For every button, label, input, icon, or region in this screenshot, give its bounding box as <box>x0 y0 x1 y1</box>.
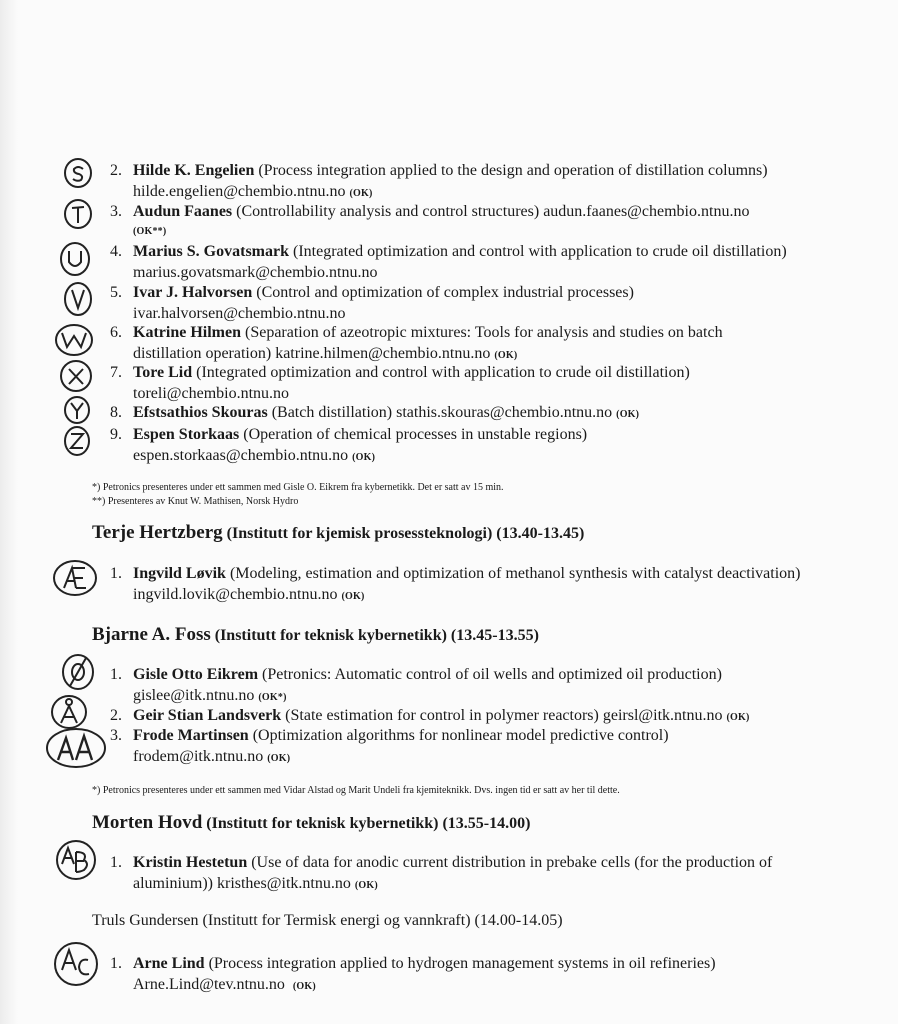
presenter-email: geirsl@itk.ntnu.no <box>602 707 723 724</box>
status-badge: (OK**) <box>133 226 167 237</box>
item-number: 1. <box>110 854 122 871</box>
item-number: 2. <box>110 162 122 179</box>
presenter-email: espen.storkaas@chembio.ntnu.no <box>133 447 349 464</box>
presenter-email: frodem@itk.ntnu.no <box>133 748 264 765</box>
handwritten-circled-letter-W <box>54 322 96 358</box>
status-badge: (OK) <box>267 753 291 764</box>
presenter-name: Efstsathios Skouras <box>133 404 268 421</box>
footnote: *) Petronics presenteres under ett sammen med Gisle O. Eikrem fra kybernetikk. Det er satt av 15 min. <box>92 482 504 493</box>
item-number: 5. <box>110 284 122 301</box>
presentation-title: (Process integration applied to the design and operation of distillation columns) <box>254 162 768 179</box>
presenter-name: Arne Lind <box>133 955 205 972</box>
presentation-title: (Petronics: Automatic control of oil wells and optimized oil production) <box>258 666 722 683</box>
presentation-title: (Separation of azeotropic mixtures: Tools for analysis and studies on batch distillation operation) <box>133 324 723 362</box>
item-number: 1. <box>110 955 122 972</box>
section-heading <box>92 812 530 834</box>
status-badge: (OK) <box>352 452 376 463</box>
list-item <box>110 201 840 222</box>
presenter-name: Katrine Hilmen <box>133 324 241 341</box>
presenter-name: Kristin Hestetun <box>133 854 248 871</box>
institute-and-time: (Institutt for teknisk kybernetikk) (13.55-14.00) <box>202 815 531 832</box>
item-number: 8. <box>110 404 122 421</box>
handwritten-circled-letters-AC <box>52 940 102 988</box>
list-item <box>110 402 830 425</box>
presentation-title: (Batch distillation) <box>267 404 397 421</box>
item-number: 9. <box>110 426 122 443</box>
presentation-title: (Optimization algorithms for nonlinear model predictive control) <box>248 727 669 744</box>
institute-and-time: (Institutt for teknisk kybernetikk) (13.45-13.55) <box>210 627 539 644</box>
list-item <box>110 563 810 607</box>
presentation-title: (Use of data for anodic current distribution in prebake cells (for the production of aluminium)) <box>133 854 773 892</box>
presentation-title: (Modeling, estimation and optimization of methanol synthesis with catalyst deactivation) <box>225 565 801 582</box>
presenter-name: Ingvild Løvik <box>133 565 226 582</box>
item-number: 2. <box>110 707 122 724</box>
item-number: 7. <box>110 364 122 381</box>
list-item <box>110 852 830 896</box>
item-number: 4. <box>110 243 122 260</box>
handwritten-circled-letter-T <box>62 197 96 231</box>
item-number: 1. <box>110 565 122 582</box>
section-heading <box>92 912 563 930</box>
status-badge: (OK) <box>349 188 373 199</box>
institute-and-time: (Institutt for Termisk energi og vannkraft) (14.00-14.05) <box>198 912 563 929</box>
footnote: *) Petronics presenteres under ett sammen med Vidar Alstad og Marit Undeli fra kjemiteknikk. Dvs. ingen tid er satt av her til dette. <box>92 785 620 796</box>
presenter-email: toreli@chembio.ntnu.no <box>133 385 290 402</box>
presenter-email: gislee@itk.ntnu.no <box>133 687 255 704</box>
section-heading <box>92 522 584 544</box>
status-badge: (OK) <box>616 409 640 420</box>
status-badge: (OK) <box>292 981 316 992</box>
status-badge: (OK) <box>341 591 365 602</box>
list-item <box>110 664 810 708</box>
presenter-email: marius.govatsmark@chembio.ntnu.no <box>133 264 378 281</box>
presentation-title: (State estimation for control in polymer reactors) <box>281 707 603 724</box>
status-badge: (OK*) <box>258 692 287 703</box>
presenter-name: Gisle Otto Eikrem <box>133 666 259 683</box>
footnote: **) Presenteres av Knut W. Mathisen, Norsk Hydro <box>92 496 299 507</box>
presenter-email: hilde.engelien@chembio.ntnu.no <box>133 183 346 200</box>
presentation-title: (Process integration applied to hydrogen management systems in oil refineries) <box>204 955 716 972</box>
supervisor-name: Truls Gundersen <box>92 912 199 929</box>
supervisor-name: Bjarne A. Foss <box>92 624 211 645</box>
handwritten-circled-letter-AE <box>52 558 100 598</box>
presenter-name: Marius S. Govatsmark <box>133 243 289 260</box>
handwritten-circled-letter-V <box>62 280 96 318</box>
status-badge: (OK) <box>726 712 750 723</box>
presenter-email: kristhes@itk.ntnu.no <box>216 875 351 892</box>
supervisor-name: Morten Hovd <box>92 812 203 833</box>
presenter-email: audun.faanes@chembio.ntnu.no <box>543 203 750 220</box>
list-item <box>110 322 790 366</box>
handwritten-circled-letter-Y <box>62 394 94 426</box>
section-heading <box>92 624 539 646</box>
handwritten-circled-letter-Z <box>62 424 94 458</box>
supervisor-name: Terje Hertzberg <box>92 522 223 543</box>
presenter-name: Hilde K. Engelien <box>133 162 255 179</box>
list-item <box>110 241 800 283</box>
presenter-name: Audun Faanes <box>133 203 233 220</box>
scan-edge-shadow <box>0 0 18 1024</box>
handwritten-circled-letters-AA <box>44 726 108 770</box>
list-item <box>110 282 810 324</box>
presentation-title: (Control and optimization of complex industrial processes) <box>252 284 634 301</box>
presenter-email: stathis.skouras@chembio.ntnu.no <box>396 404 613 421</box>
handwritten-circled-letter-X <box>58 358 96 394</box>
handwritten-circled-letter-S <box>62 156 96 190</box>
presenter-name: Geir Stian Landsverk <box>133 707 282 724</box>
item-number: 1. <box>110 666 122 683</box>
handwritten-circled-letter-U <box>58 240 94 278</box>
handwritten-circled-letter-O-slash <box>60 652 100 692</box>
list-item <box>110 362 810 404</box>
item-number: 3. <box>110 203 122 220</box>
presenter-name: Frode Martinsen <box>133 727 249 744</box>
list-item <box>110 424 810 468</box>
presenter-name: Espen Storkaas <box>133 426 240 443</box>
presenter-email: katrine.hilmen@chembio.ntnu.no <box>275 345 491 362</box>
list-item <box>110 725 810 769</box>
presenter-name: Ivar J. Halvorsen <box>133 284 253 301</box>
presenter-email: Arne.Lind@tev.ntnu.no <box>133 976 285 993</box>
handwritten-circled-letters-AB <box>54 838 100 882</box>
status-badge: (OK) <box>494 350 518 361</box>
item-number: 6. <box>110 324 122 341</box>
list-item <box>110 160 840 204</box>
presenter-email: ivar.halvorsen@chembio.ntnu.no <box>133 305 346 322</box>
presenter-email: ingvild.lovik@chembio.ntnu.no <box>133 586 338 603</box>
item-number: 3. <box>110 727 122 744</box>
status-badge: (OK) <box>354 880 378 891</box>
presentation-title: (Integrated optimization and control with application to crude oil distillation) <box>289 243 787 260</box>
institute-and-time: (Institutt for kjemisk prosessteknologi) (13.40-13.45) <box>222 525 585 542</box>
list-item <box>110 953 810 997</box>
presentation-title: (Integrated optimization and control with application to crude oil distillation) <box>192 364 690 381</box>
presenter-name: Tore Lid <box>133 364 193 381</box>
presentation-title: (Controllability analysis and control structures) <box>232 203 544 220</box>
presentation-title: (Operation of chemical processes in unstable regions) <box>239 426 588 443</box>
